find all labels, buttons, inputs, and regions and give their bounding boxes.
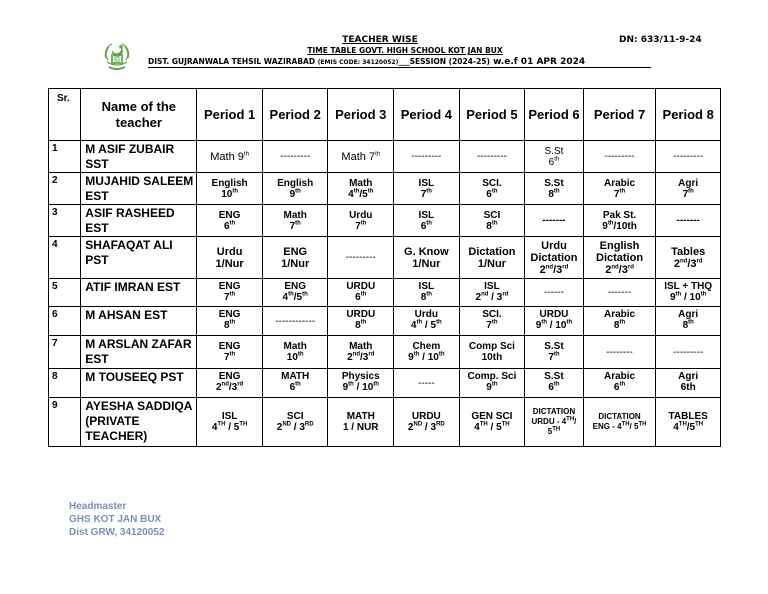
col-header-name: Name of the teacher — [81, 89, 197, 141]
period-cell: S.St 8th — [525, 173, 584, 205]
period-cell: ENG 8th — [197, 307, 263, 336]
period-cell: Physics 9th / 10th — [328, 369, 394, 398]
period-cell: --------- — [262, 141, 328, 173]
teacher-name: ASIF RASHEED EST — [81, 205, 197, 237]
teacher-name: M AHSAN EST — [81, 307, 197, 336]
table-row — [49, 141, 721, 173]
emis-code: (EMIS CODE: 34120052) — [317, 59, 399, 66]
period-cell: SCI. 7th — [459, 307, 525, 336]
period-cell: ENG 7th — [197, 336, 263, 369]
period-cell: SCI 8th — [459, 205, 525, 237]
period-cell: ENG 1/Nur — [262, 237, 328, 279]
table-row — [49, 205, 721, 237]
district-text: DIST. GUJRANWALA TEHSIL WAZIRABAD — [148, 57, 318, 66]
period-cell: --------- — [656, 141, 721, 173]
timetable — [48, 88, 721, 447]
sr-number: 6 — [49, 307, 81, 336]
period-cell: --------- — [656, 336, 721, 369]
col-header-period-8: Period 8 — [656, 89, 721, 141]
session-year: (2024-25) — [448, 57, 490, 66]
col-header-period-2: Period 2 — [262, 89, 328, 141]
period-cell: TABLES 4TH/5TH — [656, 398, 721, 447]
period-cell: Comp Sci 10th — [459, 336, 525, 369]
period-cell: ENG 7th — [197, 279, 263, 307]
period-cell: ENG 2nd/3rd — [197, 369, 263, 398]
period-cell: Urdu 4th / 5th — [394, 307, 460, 336]
period-cell: Arabic 7th — [583, 173, 656, 205]
table-row — [49, 398, 721, 447]
period-cell: MATH 6th — [262, 369, 328, 398]
period-cell: G. Know 1/Nur — [394, 237, 460, 279]
period-cell: ------- — [583, 279, 656, 307]
period-cell: Agri 8th — [656, 307, 721, 336]
period-cell: SCI. 6th — [459, 173, 525, 205]
table-row — [49, 336, 721, 369]
document-title: TEACHER WISE — [342, 35, 418, 45]
period-cell: URDU 6th — [328, 279, 394, 307]
punjab-crest-icon — [100, 38, 134, 72]
period-cell: Comp. Sci 9th — [459, 369, 525, 398]
col-header-period-6: Period 6 — [525, 89, 584, 141]
sr-number: 2 — [49, 173, 81, 205]
period-cell: DICTATION ENG - 4TH/ 5TH — [583, 398, 656, 447]
teacher-name: ATIF IMRAN EST — [81, 279, 197, 307]
table-row — [49, 279, 721, 307]
header-row — [49, 89, 721, 141]
district-session-line — [148, 57, 651, 68]
period-cell: --------- — [459, 141, 525, 173]
signature-title: Headmaster — [69, 501, 127, 512]
sr-number: 7 — [49, 336, 81, 369]
col-header-period-3: Period 3 — [328, 89, 394, 141]
teacher-name: MUJAHID SALEEM EST — [81, 173, 197, 205]
period-cell: Pak St. 9th/10th — [583, 205, 656, 237]
period-cell: S.St 6th — [525, 369, 584, 398]
period-cell: Math 4th/5th — [328, 173, 394, 205]
period-cell: English 9th — [262, 173, 328, 205]
sr-number: 4 — [49, 237, 81, 279]
period-cell: SCI 2ND / 3RD — [262, 398, 328, 447]
period-cell: URDU 8th — [328, 307, 394, 336]
teacher-name: M TOUSEEQ PST — [81, 369, 197, 398]
period-cell: ----- — [394, 369, 460, 398]
period-cell: ISL 6th — [394, 205, 460, 237]
period-cell: -------- — [583, 336, 656, 369]
teacher-name: AYESHA SADDIQA (PRIVATE TEACHER) — [81, 398, 197, 447]
effective-date: w.e.f 01 APR 2024 — [489, 57, 586, 67]
period-cell: DICTATION URDU - 4TH/ 5TH — [525, 398, 584, 447]
signature-school: GHS KOT JAN BUX — [69, 514, 162, 525]
sr-number: 5 — [49, 279, 81, 307]
period-cell: --------- — [583, 141, 656, 173]
period-cell: ISL + THQ 9th / 10th — [656, 279, 721, 307]
sr-number: 9 — [49, 398, 81, 447]
period-cell: Agri 6th — [656, 369, 721, 398]
period-cell: Math 7th — [262, 205, 328, 237]
period-cell: Chem 9th / 10th — [394, 336, 460, 369]
sr-number: 1 — [49, 141, 81, 173]
period-cell: Urdu Dictation 2nd/3rd — [525, 237, 584, 279]
document-subtitle: TIME TABLE GOVT. HIGH SCHOOL KOT JAN BUX — [307, 46, 503, 55]
teacher-name: M ARSLAN ZAFAR EST — [81, 336, 197, 369]
sr-number: 8 — [49, 369, 81, 398]
table-row — [49, 173, 721, 205]
period-cell: MATH 1 / NUR — [328, 398, 394, 447]
period-cell: ------------ — [262, 307, 328, 336]
period-cell: ISL 8th — [394, 279, 460, 307]
period-cell: Urdu 7th — [328, 205, 394, 237]
col-header-period-1: Period 1 — [197, 89, 263, 141]
period-cell: ISL 4TH / 5TH — [197, 398, 263, 447]
period-cell: Urdu 1/Nur — [197, 237, 263, 279]
col-header-period-5: Period 5 — [459, 89, 525, 141]
table-row — [49, 307, 721, 336]
period-cell: Arabic 6th — [583, 369, 656, 398]
period-cell: Dictation 1/Nur — [459, 237, 525, 279]
sr-number: 3 — [49, 205, 81, 237]
period-cell: ------ — [525, 279, 584, 307]
period-cell: ENG 4th/5th — [262, 279, 328, 307]
period-cell: Math 10th — [262, 336, 328, 369]
period-cell: --------- — [394, 141, 460, 173]
period-cell: Math 2nd/3rd — [328, 336, 394, 369]
period-cell: ISL 7th — [394, 173, 460, 205]
col-header-period-7: Period 7 — [583, 89, 656, 141]
col-header-sr: Sr. — [49, 89, 81, 141]
period-cell: S.St 6th — [525, 141, 584, 173]
col-header-period-4: Period 4 — [394, 89, 460, 141]
session-label: ___SESSION — [398, 57, 449, 66]
period-cell: ------- — [525, 205, 584, 237]
table-row — [49, 369, 721, 398]
period-cell: URDU 2ND / 3RD — [394, 398, 460, 447]
teacher-name: SHAFAQAT ALI PST — [81, 237, 197, 279]
period-cell: ------- — [656, 205, 721, 237]
period-cell: ENG 6th — [197, 205, 263, 237]
period-cell: Math 7th — [328, 141, 394, 173]
signature-district: Dist GRW, 34120052 — [69, 527, 165, 538]
period-cell: Agri 7th — [656, 173, 721, 205]
period-cell: ISL 2nd / 3rd — [459, 279, 525, 307]
period-cell: English 10th — [197, 173, 263, 205]
teacher-name: M ASIF ZUBAIR SST — [81, 141, 197, 173]
period-cell: Arabic 8th — [583, 307, 656, 336]
document-number: DN: 633/11-9-24 — [619, 35, 702, 45]
period-cell: Math 9th — [197, 141, 263, 173]
period-cell: S.St 7th — [525, 336, 584, 369]
period-cell: GEN SCI 4TH / 5TH — [459, 398, 525, 447]
period-cell: Tables 2nd/3rd — [656, 237, 721, 279]
period-cell: URDU 9th / 10th — [525, 307, 584, 336]
period-cell: --------- — [328, 237, 394, 279]
period-cell: English Dictation 2nd/3rd — [583, 237, 656, 279]
table-row — [49, 237, 721, 279]
